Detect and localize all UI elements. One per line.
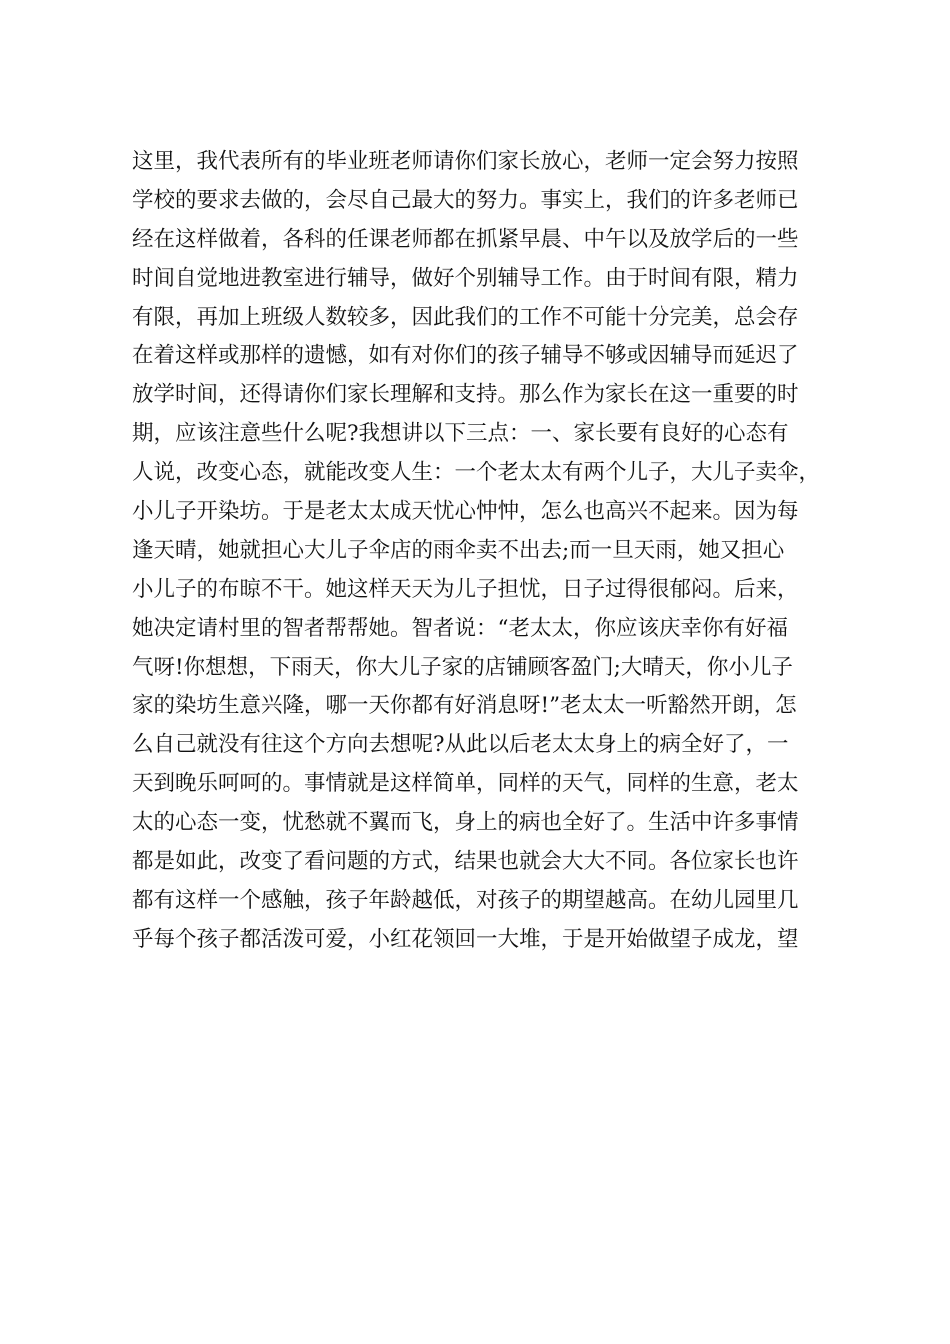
text-line: 经在这样做着，各科的任课老师都在抓紧早晨、中午以及放学后的一些 — [132, 226, 799, 252]
text-line: 小儿子开染坊。于是老太太成天忧心忡忡，怎么也高兴不起来。因为每 — [132, 499, 799, 525]
text-line: 期，应该注意些什么呢?我想讲以下三点：一、家长要有良好的心态有 — [132, 421, 789, 447]
text-line: 有限，再加上班级人数较多，因此我们的工作不可能十分完美，总会存 — [132, 304, 799, 330]
text-line: 时间自觉地进教室进行辅导，做好个别辅导工作。由于时间有限，精力 — [132, 265, 799, 291]
text-line: 这里，我代表所有的毕业班老师请你们家长放心，老师一定会努力按照 — [132, 149, 799, 174]
text-line: 小儿子的布晾不干。她这样天天为儿子担忧，日子过得很郁闷。后来， — [132, 576, 799, 602]
text-line: 学校的要求去做的，会尽自己最大的努力。事实上，我们的许多老师已 — [132, 187, 799, 213]
text-line: 她决定请村里的智者帮帮她。智者说：“老太太，你应该庆幸你有好福 — [132, 615, 788, 641]
text-line: 太的心态一变，忧愁就不翼而飞，身上的病也全好了。生活中许多事情 — [132, 810, 799, 836]
text-line: 家的染坊生意兴隆，哪一天你都有好消息呀!”老太太一听豁然开朗，怎 — [132, 693, 797, 719]
text-line: 放学时间，还得请你们家长理解和支持。那么作为家长在这一重要的时 — [132, 382, 799, 408]
text-line: 天到晚乐呵呵的。事情就是这样简单，同样的天气，同样的生意，老太 — [132, 771, 799, 797]
text-line: 在着这样或那样的遗憾，如有对你们的孩子辅导不够或因辅导而延迟了 — [132, 343, 799, 369]
text-line: 都是如此，改变了看问题的方式，结果也就会大大不同。各位家长也许 — [132, 849, 799, 875]
text-line: 逢天晴，她就担心大儿子伞店的雨伞卖不出去;而一旦天雨，她又担心 — [132, 537, 785, 563]
body-text — [132, 143, 832, 960]
text-line: 气呀!你想想，下雨天，你大儿子家的店铺顾客盈门;大晴天，你小儿子 — [132, 654, 793, 680]
text-line: 人说，改变心态，就能改变人生：一个老太太有两个儿子，大儿子卖伞， — [132, 460, 821, 486]
text-line: 么自己就没有往这个方向去想呢?从此以后老太太身上的病全好了，一 — [132, 732, 789, 758]
text-line: 都有这样一个感触，孩子年龄越低，对孩子的期望越高。在幼儿园里几 — [132, 887, 799, 913]
text-line: 乎每个孩子都活泼可爱，小红花领回一大堆，于是开始做望子成龙，望 — [132, 926, 799, 952]
